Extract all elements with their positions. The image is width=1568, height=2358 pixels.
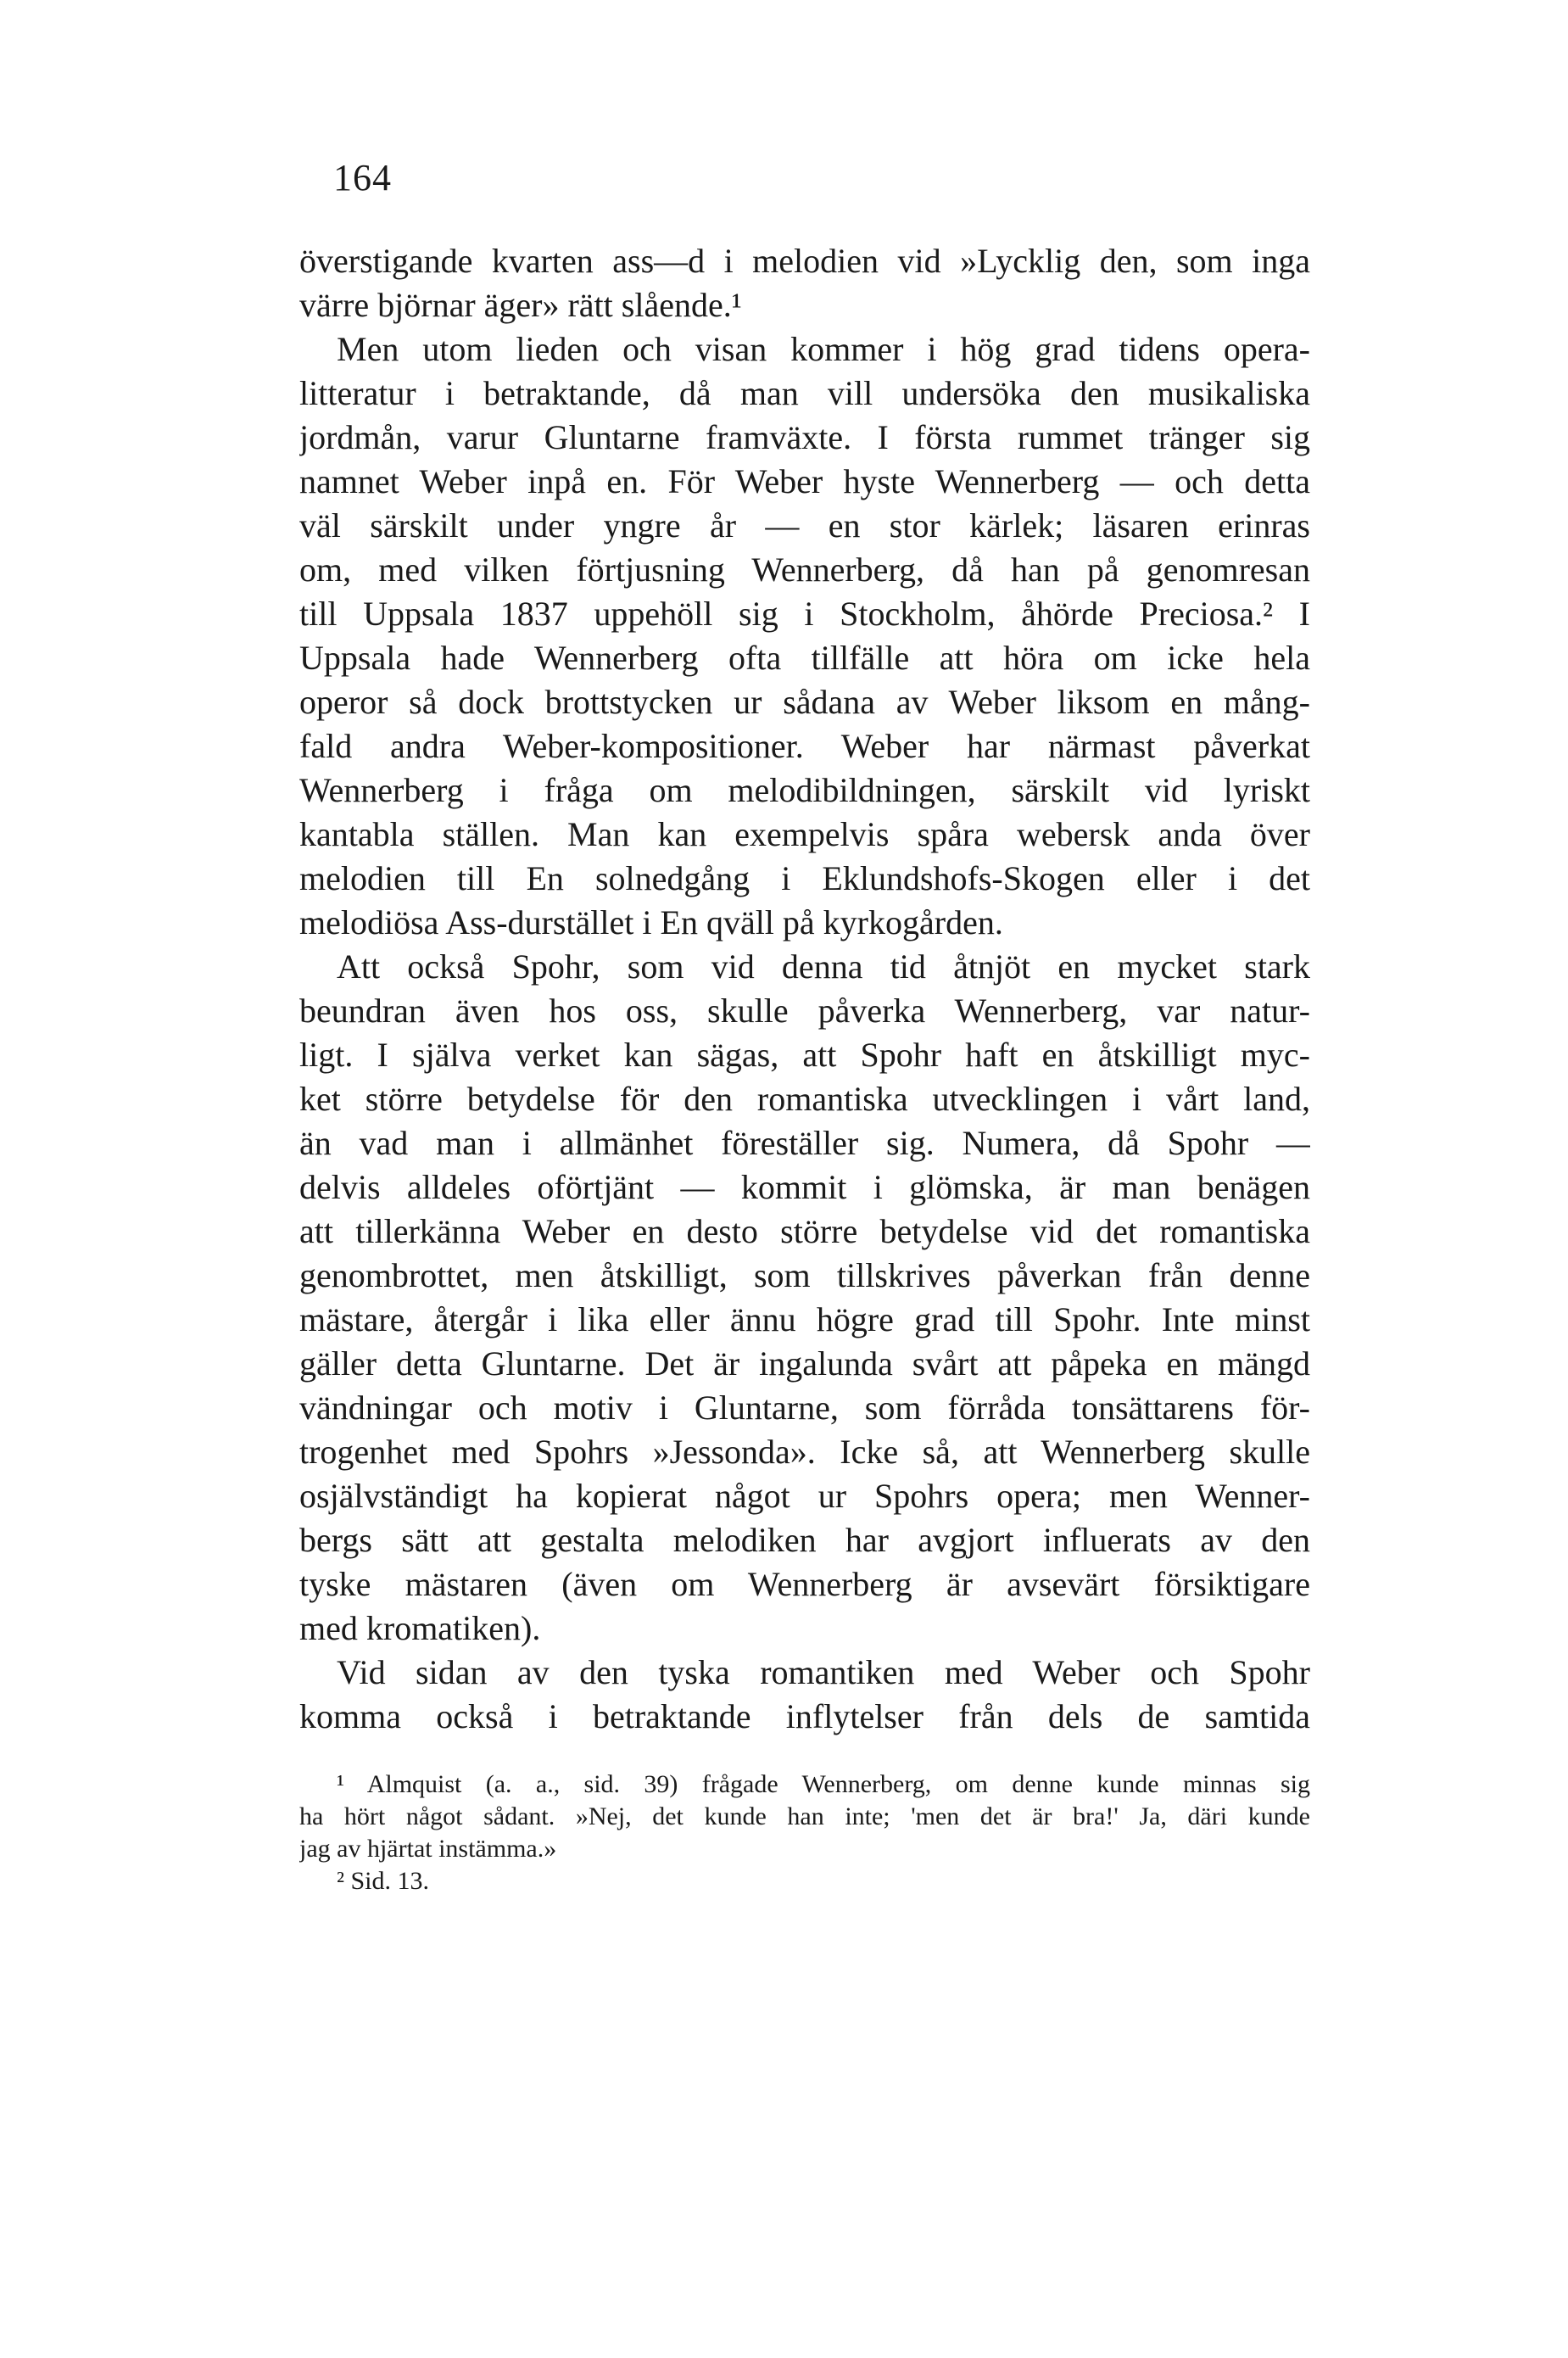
text-line: fald andra Weber-kompositioner. Weber har närmast påverkat bbox=[299, 727, 1310, 765]
text-line: mästare, återgår i lika eller ännu högre grad till Spohr. Inte minst bbox=[299, 1300, 1310, 1338]
text-line: Vid sidan av den tyska romantiken med Weber och Spohr bbox=[337, 1653, 1310, 1691]
footnote-line: jag av hjärtat instämma.» bbox=[299, 1835, 557, 1863]
text-line: melodien till En solnedgång i Eklundshofs-Skogen eller i det bbox=[299, 859, 1310, 897]
text-line: jordmån, varur Gluntarne framväxte. I första rummet tränger sig bbox=[299, 418, 1310, 456]
text-line: överstigande kvarten ass—d i melodien vid »Lycklig den, som inga bbox=[299, 242, 1310, 280]
text-line: kantabla ställen. Man kan exempelvis spåra webersk anda över bbox=[299, 815, 1310, 853]
text-line: tyske mästaren (även om Wennerberg är avsevärt försiktigare bbox=[299, 1565, 1310, 1603]
text-line: till Uppsala 1837 uppehöll sig i Stockholm, åhörde Preciosa.² I bbox=[299, 595, 1310, 633]
text-line: genombrottet, men åtskilligt, som tillskrives påverkan från denne bbox=[299, 1256, 1310, 1294]
text-line: trogenhet med Spohrs »Jessonda». Icke så, att Wennerberg skulle bbox=[299, 1433, 1310, 1471]
text-line: bergs sätt att gestalta melodiken har avgjort influerats av den bbox=[299, 1521, 1310, 1559]
text-line: om, med vilken förtjusning Wennerberg, då han på genomresan bbox=[299, 550, 1310, 589]
text-line: namnet Weber inpå en. För Weber hyste Wennerberg — och detta bbox=[299, 462, 1310, 500]
text-line: melodiösa Ass-durstället i En qväll på kyrkogården. bbox=[299, 903, 1003, 942]
page-number: 164 bbox=[333, 157, 392, 198]
footnote-line: ¹ Almquist (a. a., sid. 39) frågade Wennerberg, om denne kunde minnas sig bbox=[337, 1770, 1310, 1798]
text-line: litteratur i betraktande, då man vill undersöka den musikaliska bbox=[299, 374, 1310, 412]
text-line: att tillerkänna Weber en desto större betydelse vid det romantiska bbox=[299, 1212, 1310, 1250]
text-line: Men utom lieden och visan kommer i hög grad tidens opera- bbox=[337, 330, 1310, 368]
text-line: beundran även hos oss, skulle påverka Wennerberg, var natur- bbox=[299, 992, 1310, 1030]
text-line: med kromatiken). bbox=[299, 1609, 541, 1647]
text-line: osjälvständigt ha kopierat något ur Spohrs opera; men Wenner- bbox=[299, 1477, 1310, 1515]
text-line: ligt. I själva verket kan sägas, att Spohr haft en åtskilligt myc- bbox=[299, 1036, 1310, 1074]
text-line: gäller detta Gluntarne. Det är ingalunda svårt att påpeka en mängd bbox=[299, 1344, 1310, 1383]
text-line: Uppsala hade Wennerberg ofta tillfälle att höra om icke hela bbox=[299, 639, 1310, 677]
text-line: ket större betydelse för den romantiska utvecklingen i vårt land, bbox=[299, 1080, 1310, 1118]
text-line: delvis alldeles oförtjänt — kommit i glömska, är man benägen bbox=[299, 1168, 1310, 1206]
footnote-line: ² Sid. 13. bbox=[337, 1867, 430, 1895]
text-line: Att också Spohr, som vid denna tid åtnjöt en mycket stark bbox=[337, 947, 1310, 986]
text-line: komma också i betraktande inflytelser från dels de samtida bbox=[299, 1697, 1310, 1735]
footnote-line: ha hört något sådant. »Nej, det kunde han inte; 'men det är bra!' Ja, däri kunde bbox=[299, 1802, 1310, 1830]
text-line: Wennerberg i fråga om melodibildningen, särskilt vid lyriskt bbox=[299, 771, 1310, 809]
text-line: väl särskilt under yngre år — en stor kärlek; läsaren erinras bbox=[299, 506, 1310, 545]
text-line: operor så dock brottstycken ur sådana av Weber liksom en mång- bbox=[299, 683, 1310, 721]
text-line: värre björnar äger» rätt slående.¹ bbox=[299, 286, 742, 324]
text-line: vändningar och motiv i Gluntarne, som förråda tonsättarens för- bbox=[299, 1389, 1310, 1427]
text-line: än vad man i allmänhet föreställer sig. Numera, då Spohr — bbox=[299, 1124, 1310, 1162]
